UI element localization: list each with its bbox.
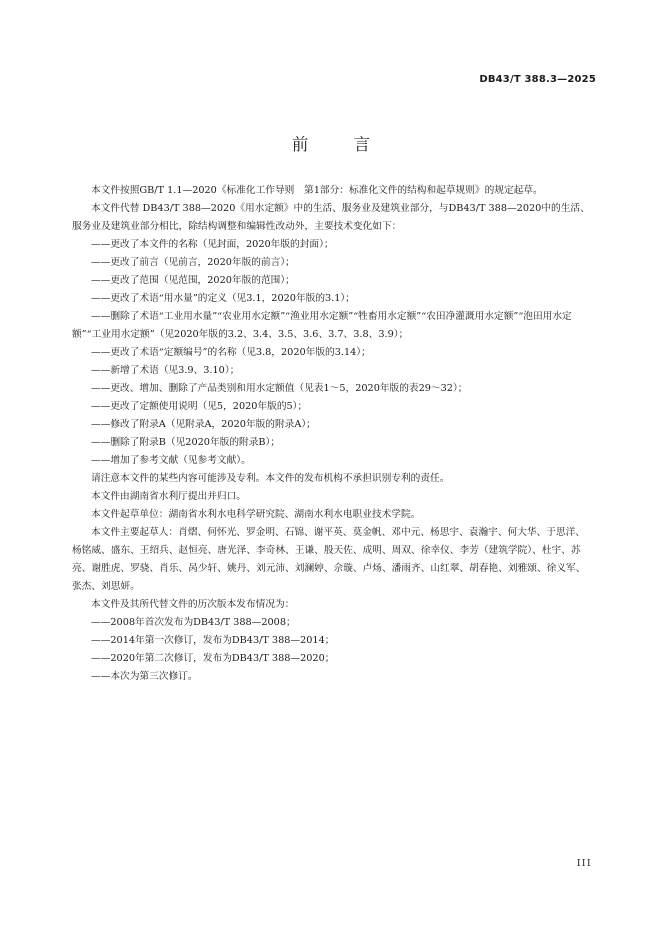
- history-item: ——2008年首次发布为DB43/T 388—2008；: [91, 617, 296, 628]
- standard-code: DB43/T 388.3—2025: [479, 74, 596, 85]
- change-item: ——新增了术语（见3.9、3.10）；: [91, 365, 240, 376]
- change-item: ——更改了范围（见范围，2020年版的范围）；: [91, 275, 295, 286]
- paragraph-patent-notice: 请注意本文件的某些内容可能涉及专利。本文件的发布机构不承担识别专利的责任。: [91, 473, 450, 484]
- page-number: III: [576, 859, 592, 869]
- history-item: ——2020年第二次修订，发布为DB43/T 388—2020；: [91, 653, 335, 664]
- paragraph-replacement: 本文件代替 DB43/T 388—2020《用水定额》中的生活、服务业及建筑业部分，与DB43/T 388—2020中的生活、服务业及建筑业部分相比，除结构调整和编辑性改动外，主要技术变化如下：: [72, 203, 590, 232]
- change-item: ——更改了前言（见前言，2020年版的前言）；: [91, 257, 295, 268]
- paragraph-drafters: 本文件主要起草人：肖熠、何怀光、罗金明、石锦、谢平英、莫金帆、邓中元、杨思宇、袁瀚宇、何大华、于思洋、杨铭威、盛东、王绍兵、赵恒亮、唐光泽、李奇林、王谦、殷天佐、成明、周双、徐幸仪、李芳（建筑学院）、杜宇、苏亮、谢胜虎、罗骁、肖乐、呙少轩、姚丹、刘元沛、刘澜婷、佘璇、卢炀、潘雨齐、山红翠、胡春艳、刘雅颂、徐义军、张杰、刘思妍。: [72, 527, 586, 592]
- change-item: ——更改了术语“定额编号”的名称（见3.8，2020年版的3.14）；: [91, 347, 371, 358]
- page-title: 前 言: [291, 135, 391, 154]
- change-item: ——更改了术语“用水量”的定义（见3.1，2020年版的3.1）；: [91, 293, 355, 304]
- change-item: ——更改、增加、删除了产品类别和用水定额值（见表1～5，2020年版的表29～32）；: [91, 383, 468, 394]
- paragraph-drafting-units: 本文件起草单位：湖南省水利水电科学研究院、湖南水利水电职业技术学院。: [91, 509, 421, 520]
- change-item: ——删除了术语“工业用水量”“农业用水定额”“渔业用水定额”“牲畜用水定额”“农田净灌溉用水定额”“泡田用水定额”“工业用水定额”（见2020年版的3.2、3.4、3.5、3.6、3.7、3.8、3.9）；: [72, 311, 572, 340]
- change-item: ——删除了附录B（见2020年版的附录B）；: [91, 437, 281, 448]
- change-item: ——更改了定额使用说明（见5，2020年版的5）；: [91, 401, 308, 412]
- foreword-body: [72, 182, 592, 686]
- paragraph-proposer: 本文件由湖南省水利厅提出并归口。: [91, 491, 246, 502]
- change-item: ——增加了参考文献（见参考文献）。: [91, 455, 251, 466]
- paragraph-drafting-rules: 本文件按照GB/T 1.1—2020《标准化工作导则 第1部分：标准化文件的结构和起草规则》的规定起草。: [91, 185, 543, 196]
- change-item: ——更改了本文件的名称（见封面，2020年版的封面）；: [91, 239, 334, 250]
- history-item: ——2014年第一次修订，发布为DB43/T 388—2014；: [91, 635, 335, 646]
- paragraph-history-intro: 本文件及其所代替文件的历次版本发布情况为：: [91, 599, 295, 610]
- history-item: ——本次为第三次修订。: [91, 671, 198, 682]
- change-item: ——修改了附录A（见附录A，2020年版的附录A）；: [91, 419, 316, 430]
